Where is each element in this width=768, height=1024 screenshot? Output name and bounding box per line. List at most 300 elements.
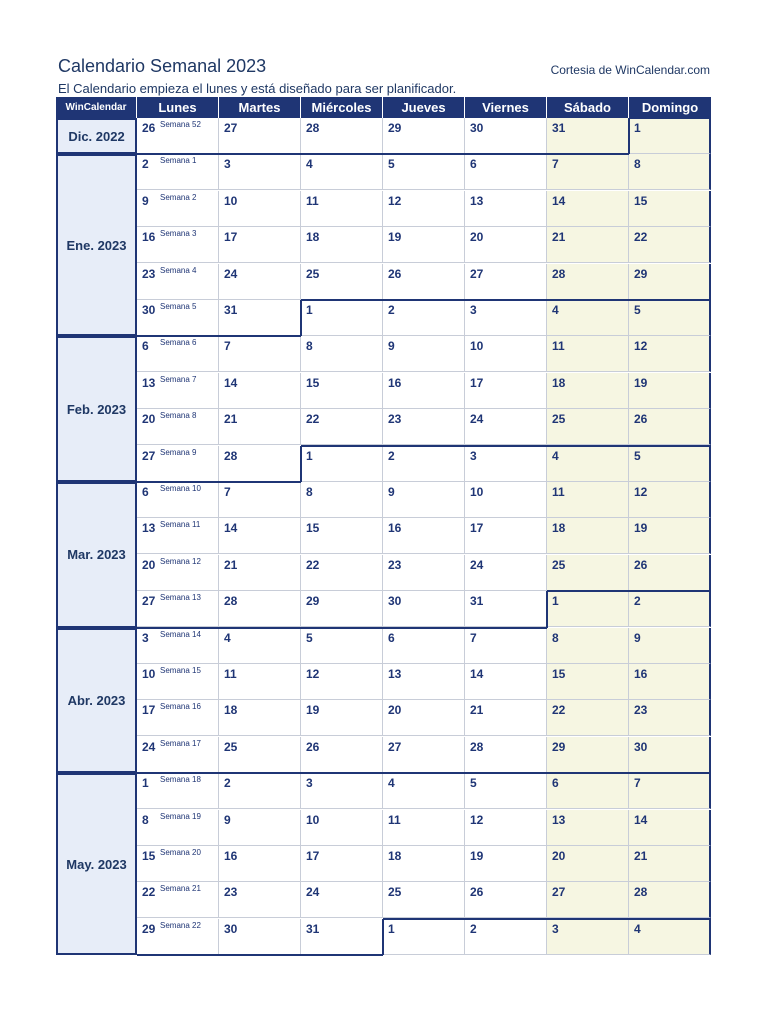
day-cell[interactable] [465,446,547,482]
day-cell[interactable] [137,700,219,736]
column-header-domingo: Domingo [629,97,711,118]
day-number: 3 [470,448,477,463]
week-row [137,882,711,918]
day-cell[interactable] [137,373,219,409]
page-title: Calendario Semanal 2023 [58,56,267,76]
day-cell[interactable] [547,773,629,809]
day-number: 24 [142,739,156,754]
grid-left-border [56,118,58,955]
day-cell[interactable] [465,773,547,809]
day-cell[interactable] [629,810,711,846]
day-cell[interactable] [465,882,547,918]
day-number: 4 [224,630,231,645]
day-number: 8 [634,157,641,172]
day-cell[interactable] [547,810,629,846]
day-cell[interactable] [219,373,301,409]
day-cell[interactable] [137,154,219,190]
day-cell[interactable] [383,154,465,190]
day-cell[interactable] [301,154,383,190]
week-row [137,482,711,518]
day-cell[interactable] [301,882,383,918]
day-cell[interactable] [465,482,547,518]
column-header-lunes: Lunes [137,97,219,118]
day-cell[interactable] [219,118,301,154]
day-cell[interactable] [301,118,383,154]
day-cell[interactable] [383,664,465,700]
month-label: Feb. 2023 [56,336,137,482]
day-cell[interactable] [629,591,711,627]
column-header-row [56,97,711,118]
day-number: 29 [634,266,648,281]
day-cell[interactable] [629,336,711,372]
day-number: 19 [634,375,648,390]
day-cell[interactable] [383,919,465,955]
day-cell[interactable] [219,518,301,554]
day-cell[interactable] [137,810,219,846]
day-number: 9 [388,485,395,499]
day-cell[interactable] [301,482,383,518]
month-boundary-line [628,118,630,154]
day-cell[interactable] [547,591,629,627]
day-cell[interactable] [301,373,383,409]
credit-link[interactable]: Cortesia de WinCalendar.com [550,63,710,77]
day-cell[interactable] [383,628,465,664]
day-cell[interactable] [547,628,629,664]
day-number: 4 [634,921,641,936]
day-cell[interactable] [465,191,547,227]
day-cell[interactable] [547,373,629,409]
day-cell[interactable] [383,264,465,300]
day-cell[interactable] [465,409,547,445]
day-cell[interactable] [547,227,629,263]
week-row [137,810,711,846]
day-cell[interactable] [301,227,383,263]
day-number: 15 [142,849,156,863]
day-number: 3 [306,776,313,791]
day-number: 15 [306,375,320,390]
day-number: 4 [552,303,559,317]
week-number-label: Semana 13 [160,593,201,603]
day-number: 29 [306,594,320,609]
day-cell[interactable] [219,300,301,336]
day-number: 11 [306,193,319,208]
day-cell[interactable] [219,846,301,882]
day-cell[interactable] [547,300,629,336]
day-cell[interactable] [465,264,547,300]
day-number: 18 [306,230,320,245]
day-cell[interactable] [547,336,629,372]
day-cell[interactable] [219,555,301,591]
day-cell[interactable] [383,118,465,154]
day-cell[interactable] [465,591,547,627]
day-cell[interactable] [629,919,711,955]
day-number: 28 [470,739,484,754]
day-cell[interactable] [137,409,219,445]
month-boundary-line [301,299,711,301]
day-cell[interactable] [383,810,465,846]
day-cell[interactable] [383,482,465,518]
day-cell[interactable] [465,555,547,591]
day-cell[interactable] [219,700,301,736]
day-cell[interactable] [383,846,465,882]
day-number: 28 [224,594,238,609]
day-number: 3 [224,157,231,172]
day-number: 22 [306,557,320,572]
day-cell[interactable] [547,737,629,773]
day-number: 11 [224,667,237,681]
day-number: 4 [388,776,395,791]
day-cell[interactable] [547,846,629,882]
week-number-label: Semana 7 [160,374,197,384]
week-number-label: Semana 6 [160,338,197,348]
day-number: 28 [552,266,566,281]
day-cell[interactable] [547,409,629,445]
day-cell[interactable] [137,118,219,154]
day-cell[interactable] [465,846,547,882]
day-number: 13 [552,812,566,827]
day-cell[interactable] [465,810,547,846]
day-number: 14 [470,667,484,681]
day-number: 5 [306,630,313,645]
day-number: 20 [470,230,484,245]
day-cell[interactable] [219,409,301,445]
day-cell[interactable] [137,555,219,591]
day-number: 25 [388,885,402,900]
week-number-label: Semana 19 [160,811,201,821]
day-cell[interactable] [629,409,711,445]
day-cell[interactable] [547,118,629,154]
week-row [137,628,711,664]
day-number: 16 [388,521,402,536]
month-boundary-line [383,918,711,920]
day-cell[interactable] [383,518,465,554]
day-cell[interactable] [137,664,219,700]
day-cell[interactable] [465,154,547,190]
day-cell[interactable] [465,373,547,409]
day-cell[interactable] [301,518,383,554]
day-number: 2 [634,594,641,609]
day-cell[interactable] [465,919,547,955]
day-cell[interactable] [137,227,219,263]
day-cell[interactable] [219,628,301,664]
day-cell[interactable] [465,227,547,263]
day-number: 21 [224,412,238,427]
day-cell[interactable] [547,700,629,736]
week-number-label: Semana 1 [160,156,197,166]
day-cell[interactable] [219,810,301,846]
month-boundary-line [629,117,711,119]
day-number: 2 [142,157,149,172]
day-cell[interactable] [547,191,629,227]
day-number: 20 [142,557,156,572]
week-row [137,700,711,736]
day-cell[interactable] [301,737,383,773]
day-cell[interactable] [383,700,465,736]
day-number: 30 [470,121,484,135]
day-number: 5 [388,157,395,172]
day-number: 2 [470,921,477,936]
day-cell[interactable] [219,482,301,518]
day-cell[interactable] [629,700,711,736]
day-number: 9 [224,812,231,827]
day-number: 24 [470,557,484,572]
column-header-martes: Martes [219,97,301,118]
day-cell[interactable] [301,846,383,882]
day-cell[interactable] [137,482,219,518]
day-cell[interactable] [383,773,465,809]
column-header-miercoles: Miércoles [301,97,383,118]
day-number: 19 [634,521,648,536]
day-cell[interactable] [137,773,219,809]
day-number: 30 [224,921,238,936]
day-number: 26 [470,885,484,900]
day-number: 11 [552,485,565,499]
day-number: 25 [306,266,320,281]
day-cell[interactable] [547,664,629,700]
day-number: 19 [470,849,484,863]
day-number: 5 [634,448,641,463]
day-number: 1 [634,121,641,135]
day-number: 31 [224,303,238,317]
day-cell[interactable] [219,446,301,482]
day-cell[interactable] [137,737,219,773]
day-cell[interactable] [137,591,219,627]
week-number-label: Semana 15 [160,666,201,675]
day-number: 13 [142,375,156,390]
day-cell[interactable] [301,409,383,445]
day-cell[interactable] [629,555,711,591]
day-cell[interactable] [629,373,711,409]
week-number-label: Semana 2 [160,192,197,202]
day-number: 25 [224,739,238,754]
day-cell[interactable] [301,300,383,336]
day-number: 24 [470,412,484,427]
week-row [137,373,711,409]
day-cell[interactable] [629,664,711,700]
day-cell[interactable] [219,264,301,300]
day-cell[interactable] [547,264,629,300]
day-number: 14 [224,375,238,390]
day-cell[interactable] [219,773,301,809]
day-cell[interactable] [219,919,301,955]
day-cell[interactable] [137,191,219,227]
day-number: 10 [142,667,156,681]
day-cell[interactable] [629,628,711,664]
day-cell[interactable] [465,664,547,700]
day-cell[interactable] [137,264,219,300]
day-number: 28 [306,121,320,135]
day-cell[interactable] [383,373,465,409]
day-cell[interactable] [137,628,219,664]
day-number: 26 [306,739,320,754]
day-number: 6 [388,630,395,645]
day-cell[interactable] [629,191,711,227]
month-boundary-line [137,627,547,629]
week-row [137,118,711,154]
day-cell[interactable] [629,118,711,154]
week-row [137,737,711,773]
month-boundary-line [546,591,548,627]
day-cell[interactable] [301,773,383,809]
day-number: 21 [470,703,484,718]
week-number-label: Semana 22 [160,920,201,930]
day-cell[interactable] [383,409,465,445]
day-cell[interactable] [629,482,711,518]
day-cell[interactable] [383,336,465,372]
day-cell[interactable] [383,446,465,482]
day-cell[interactable] [219,664,301,700]
day-cell[interactable] [547,882,629,918]
day-number: 17 [470,375,484,390]
day-number: 12 [306,667,320,681]
day-cell[interactable] [547,518,629,554]
month-boundary-line [137,772,711,774]
day-number: 28 [634,885,648,900]
day-cell[interactable] [629,227,711,263]
day-cell[interactable] [383,227,465,263]
day-number: 23 [634,703,648,718]
day-number: 10 [470,339,484,354]
day-number: 7 [470,630,477,645]
day-number: 17 [306,849,320,863]
day-number: 27 [470,266,484,281]
day-cell[interactable] [465,300,547,336]
page-subtitle: El Calendario empieza el lunes y está diseñado para ser planificador. [58,81,457,96]
day-cell[interactable] [301,336,383,372]
day-number: 12 [388,193,402,208]
calendar-grid [56,97,711,955]
day-cell[interactable] [547,555,629,591]
day-cell[interactable] [547,446,629,482]
day-cell[interactable] [465,118,547,154]
day-cell[interactable] [137,518,219,554]
day-number: 18 [388,849,402,863]
day-cell[interactable] [301,919,383,955]
week-number-label: Semana 4 [160,265,197,275]
day-number: 12 [470,812,484,827]
day-cell[interactable] [219,882,301,918]
day-number: 18 [552,375,566,390]
week-number-label: Semana 10 [160,484,201,493]
day-cell[interactable] [629,300,711,336]
day-cell[interactable] [137,300,219,336]
day-cell[interactable] [301,264,383,300]
day-cell[interactable] [629,846,711,882]
day-cell[interactable] [219,191,301,227]
day-number: 16 [142,230,156,245]
day-cell[interactable] [137,336,219,372]
day-cell[interactable] [219,227,301,263]
week-number-label: Semana 3 [160,229,197,239]
day-cell[interactable] [383,300,465,336]
day-number: 1 [142,776,149,791]
month-label: May. 2023 [56,773,137,955]
day-number: 31 [470,594,484,609]
day-cell[interactable] [547,919,629,955]
day-cell[interactable] [301,700,383,736]
day-cell[interactable] [547,482,629,518]
week-row [137,409,711,445]
week-row [137,154,711,190]
day-number: 1 [552,594,559,609]
day-cell[interactable] [383,191,465,227]
month-boundary-line [300,300,302,336]
day-cell[interactable] [137,882,219,918]
week-row [137,300,711,336]
day-cell[interactable] [465,700,547,736]
day-cell[interactable] [465,336,547,372]
day-number: 2 [388,448,395,463]
day-cell[interactable] [629,446,711,482]
day-number: 23 [142,266,156,281]
day-cell[interactable] [383,737,465,773]
day-cell[interactable] [629,882,711,918]
day-cell[interactable] [301,628,383,664]
day-cell[interactable] [301,446,383,482]
week-row [137,227,711,263]
day-number: 1 [306,448,313,463]
day-cell[interactable] [219,737,301,773]
day-cell[interactable] [465,518,547,554]
day-cell[interactable] [629,773,711,809]
day-cell[interactable] [383,555,465,591]
day-number: 14 [552,193,566,208]
day-cell[interactable] [219,154,301,190]
day-cell[interactable] [465,628,547,664]
day-number: 9 [388,339,395,354]
month-boundary-line [301,445,711,447]
day-number: 16 [224,849,238,863]
week-row [137,846,711,882]
day-number: 24 [306,885,320,900]
day-cell[interactable] [137,919,219,955]
day-cell[interactable] [629,737,711,773]
day-cell[interactable] [629,154,711,190]
day-number: 15 [552,667,566,681]
day-cell[interactable] [301,555,383,591]
day-number: 3 [552,921,559,936]
day-number: 12 [634,485,648,499]
day-cell[interactable] [383,882,465,918]
day-number: 14 [224,521,238,536]
month-boundary-line [137,481,301,483]
day-cell[interactable] [301,591,383,627]
day-cell[interactable] [219,336,301,372]
day-cell[interactable] [301,810,383,846]
day-cell[interactable] [629,264,711,300]
day-number: 1 [306,303,313,317]
day-number: 11 [552,339,565,354]
day-number: 22 [142,885,156,900]
day-number: 26 [634,412,648,427]
day-number: 23 [388,557,402,572]
day-cell[interactable] [629,518,711,554]
day-cell[interactable] [465,737,547,773]
month-label: Ene. 2023 [56,154,137,336]
day-number: 6 [552,776,559,791]
day-number: 25 [552,412,566,427]
day-cell[interactable] [547,154,629,190]
day-number: 30 [634,739,648,754]
day-cell[interactable] [301,664,383,700]
day-cell[interactable] [383,591,465,627]
day-cell[interactable] [137,846,219,882]
day-cell[interactable] [301,191,383,227]
day-cell[interactable] [219,591,301,627]
week-row [137,191,711,227]
day-cell[interactable] [137,446,219,482]
week-number-label: Semana 14 [160,629,201,639]
